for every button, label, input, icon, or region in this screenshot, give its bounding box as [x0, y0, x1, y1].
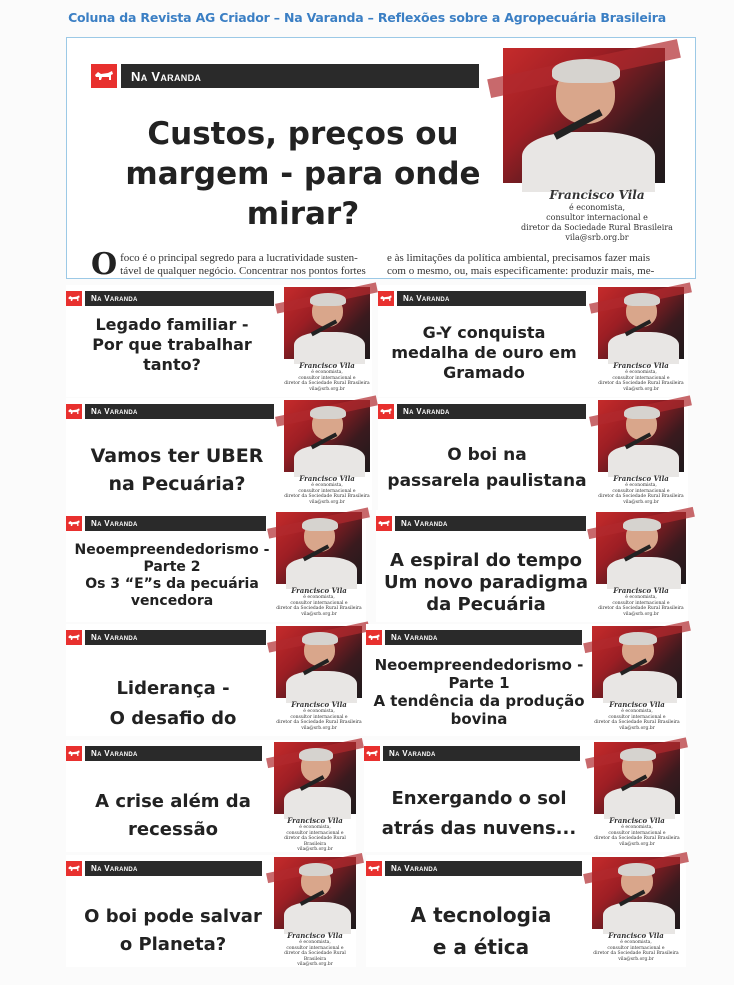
headline-line: Por que trabalhar: [92, 335, 252, 354]
bull-icon: [66, 404, 85, 419]
bull-icon: [378, 404, 397, 419]
author-name: Francisco Vila: [609, 700, 665, 709]
section-label: Na Varanda: [91, 519, 138, 528]
author-credit: Francisco Vila é economista, consultor internacional e diretor da Sociedade Rural Brasileira vila@srb.org.br: [284, 361, 370, 392]
article-card[interactable]: [66, 740, 356, 852]
author-name: Francisco Vila: [608, 931, 664, 940]
headline-line: o Planeta?: [119, 934, 227, 955]
author-name: Francisco Vila: [291, 586, 347, 595]
headline-line: Um novo paradigma: [383, 572, 589, 593]
article-text-col1: O foco é o principal segredo para a lucratividade susten- tável de qualquer negócio. Concentrar nos pontos fortes: [91, 247, 366, 282]
headline-line: Neoempreendedorismo -: [74, 542, 270, 558]
author-credit: Francisco Vila é economista, consultor internacional e diretor da Sociedade Rural Brasileira vila@srb.org.br: [596, 586, 686, 617]
section-banner: [376, 516, 586, 531]
bull-icon: [91, 64, 121, 88]
headline-line: Liderança -: [116, 678, 230, 699]
headline-line: Enxergando o sol: [391, 788, 567, 809]
section-banner: [378, 404, 586, 419]
bull-icon: [66, 516, 85, 531]
author-photo: [598, 287, 684, 359]
headline-line: medalha de ouro em: [391, 343, 577, 362]
author-photo: [503, 48, 665, 183]
author-photo: [276, 626, 362, 698]
card-headline[interactable]: [70, 542, 274, 610]
headline-line: A tendência da produção: [373, 692, 585, 710]
bull-icon: [366, 630, 385, 645]
featured-headline[interactable]: Custos, preços ou margem - para onde mirar?: [125, 116, 481, 232]
author-credit: Francisco Vila é economista, consultor internacional e diretor da Sociedade Rural Brasileira vila@srb.org.br: [598, 474, 684, 505]
author-credit: Francisco Vila é economista, consultor internacional e diretor da Sociedade Rural Brasileira vila@srb.org.br: [594, 816, 680, 847]
article-card[interactable]: [66, 624, 366, 736]
author-credit: Francisco Vila é economista, consultor internacional e diretor da Sociedade Rural Brasileira vila@srb.org.br: [503, 188, 691, 243]
headline-line: da Pecuária: [426, 594, 546, 615]
section-banner: [66, 746, 262, 761]
bull-icon: [66, 746, 85, 761]
headline-line: passarela paulistana: [387, 471, 587, 491]
page-title: Coluna da Revista AG Criador – Na Varanda – Reflexões sobre a Agropecuária Brasileira: [68, 10, 666, 25]
headline-line: Legado familiar -: [95, 315, 249, 334]
section-label: Na Varanda: [389, 749, 436, 758]
headline-line: Os 3 “E”s da pecuária: [85, 576, 259, 592]
card-headline[interactable]: [380, 550, 592, 616]
article-card[interactable]: [366, 624, 686, 736]
card-headline[interactable]: [384, 323, 584, 383]
bull-icon: [376, 516, 395, 531]
headline-line: bovina: [450, 710, 508, 728]
headline-line: Gramado: [443, 363, 525, 382]
section-label: Na Varanda: [91, 633, 138, 642]
author-credit: Francisco Vila é economista, consultor internacional e diretor da Sociedade Rural Brasileira vila@srb.org.br: [284, 474, 370, 505]
article-card[interactable]: [66, 285, 372, 397]
article-card[interactable]: [378, 285, 688, 397]
author-name: Francisco Vila: [613, 586, 669, 595]
author-name: Francisco Vila: [549, 188, 645, 202]
section-banner: [66, 630, 266, 645]
headline-line: O boi na: [447, 445, 527, 465]
headline-line: A crise além da: [95, 791, 251, 812]
author-photo: [596, 512, 686, 584]
article-card[interactable]: [66, 510, 366, 622]
author-photo: [594, 742, 680, 814]
headline-line: O desafio do: [109, 708, 237, 729]
card-headline[interactable]: [370, 899, 592, 963]
article-card[interactable]: [366, 855, 686, 967]
section-label: Na Varanda: [91, 294, 138, 303]
author-name: Francisco Vila: [291, 700, 347, 709]
author-name: Francisco Vila: [299, 474, 355, 483]
section-label: Na Varanda: [391, 864, 438, 873]
section-label: Na Varanda: [401, 519, 448, 528]
bull-icon: [378, 291, 397, 306]
section-banner: [66, 861, 262, 876]
author-credit: Francisco Vila é economista, consultor internacional e diretor da Sociedade Rural Brasileira vila@srb.org.br: [598, 361, 684, 392]
article-card[interactable]: [376, 510, 688, 622]
card-headline[interactable]: [72, 442, 282, 498]
section-banner: [364, 746, 580, 761]
section-label: Na Varanda: [91, 749, 138, 758]
bull-icon: [66, 630, 85, 645]
dropcap: O: [91, 247, 118, 282]
card-headline[interactable]: [68, 788, 278, 844]
headline-line: O boi pode salvar: [84, 906, 262, 927]
bull-icon: [66, 861, 85, 876]
headline-line: Parte 1: [448, 674, 510, 692]
author-credit: Francisco Vila é economista, consultor internacional e diretor da Sociedade Rural Brasileira vila@srb.org.br: [592, 700, 682, 731]
headline-line: A tecnologia: [410, 903, 552, 927]
section-label: Na Varanda: [131, 68, 202, 84]
section-label: Na Varanda: [403, 407, 450, 416]
card-headline[interactable]: [68, 903, 278, 959]
section-label: Na Varanda: [403, 294, 450, 303]
author-name: Francisco Vila: [287, 931, 343, 940]
section-banner: [378, 291, 586, 306]
author-photo: [592, 626, 682, 698]
author-photo: [284, 400, 370, 472]
bull-icon: [66, 291, 85, 306]
article-card[interactable]: [378, 398, 688, 510]
section-banner: [66, 516, 266, 531]
article-card[interactable]: [66, 398, 372, 510]
headline-line: tanto?: [143, 355, 201, 374]
section-banner: [66, 291, 274, 306]
card-headline[interactable]: [382, 442, 592, 494]
section-label: Na Varanda: [91, 864, 138, 873]
headline-line: na Pecuária?: [108, 473, 246, 495]
section-banner: [366, 861, 582, 876]
author-name: Francisco Vila: [613, 474, 669, 483]
article-text-col2: e às limitações da política ambiental, precisamos fazer mais com o mesmo, ou, mais especificamente: produzir mais, me-: [387, 252, 655, 277]
headline-line: atrás das nuvens...: [381, 818, 577, 839]
author-photo: [598, 400, 684, 472]
headline-line: Vamos ter UBER: [90, 445, 264, 467]
card-headline[interactable]: [72, 315, 272, 375]
author-credit: Francisco Vila é economista, consultor internacional e diretor da Sociedade Rural Brasileira vila@srb.org.br: [276, 586, 362, 617]
article-card[interactable]: [66, 855, 356, 967]
headline-line: vencedora: [130, 593, 214, 609]
author-photo: [274, 742, 356, 814]
author-photo: [284, 287, 370, 359]
article-card[interactable]: [364, 740, 684, 852]
section-banner: [66, 404, 274, 419]
author-photo: [274, 857, 356, 929]
headline-line: G-Y conquista: [422, 323, 546, 342]
author-photo: [276, 512, 362, 584]
author-name: Francisco Vila: [299, 361, 355, 370]
bull-icon: [364, 746, 383, 761]
card-headline[interactable]: [368, 784, 590, 844]
author-name: Francisco Vila: [609, 816, 665, 825]
featured-article[interactable]: [66, 37, 696, 282]
author-name: Francisco Vila: [287, 816, 343, 825]
headline-line: recessão: [128, 819, 218, 840]
author-credit: Francisco Vila é economista, consultor internacional e diretor da Sociedade Rural Brasileira vila@srb.org.br: [274, 816, 356, 853]
card-headline[interactable]: [370, 656, 588, 728]
headline-line: Parte 2: [143, 559, 201, 575]
author-photo: [592, 857, 680, 929]
author-credit: Francisco Vila é economista, consultor internacional e diretor da Sociedade Rural Brasileira vila@srb.org.br: [593, 931, 679, 962]
headline-line: e a ética: [432, 935, 530, 959]
bull-icon: [366, 861, 385, 876]
section-banner: [91, 64, 479, 88]
section-label: Na Varanda: [91, 407, 138, 416]
author-credit: Francisco Vila é economista, consultor internacional e diretor da Sociedade Rural Brasileira vila@srb.org.br: [274, 931, 356, 968]
author-name: Francisco Vila: [613, 361, 669, 370]
headline-line: Neoempreendedorismo -: [374, 656, 584, 674]
section-banner: [366, 630, 582, 645]
headline-line: A espiral do tempo: [390, 550, 582, 571]
author-credit: Francisco Vila é economista, consultor internacional e diretor da Sociedade Rural Brasileira vila@srb.org.br: [276, 700, 362, 731]
section-label: Na Varanda: [391, 633, 438, 642]
